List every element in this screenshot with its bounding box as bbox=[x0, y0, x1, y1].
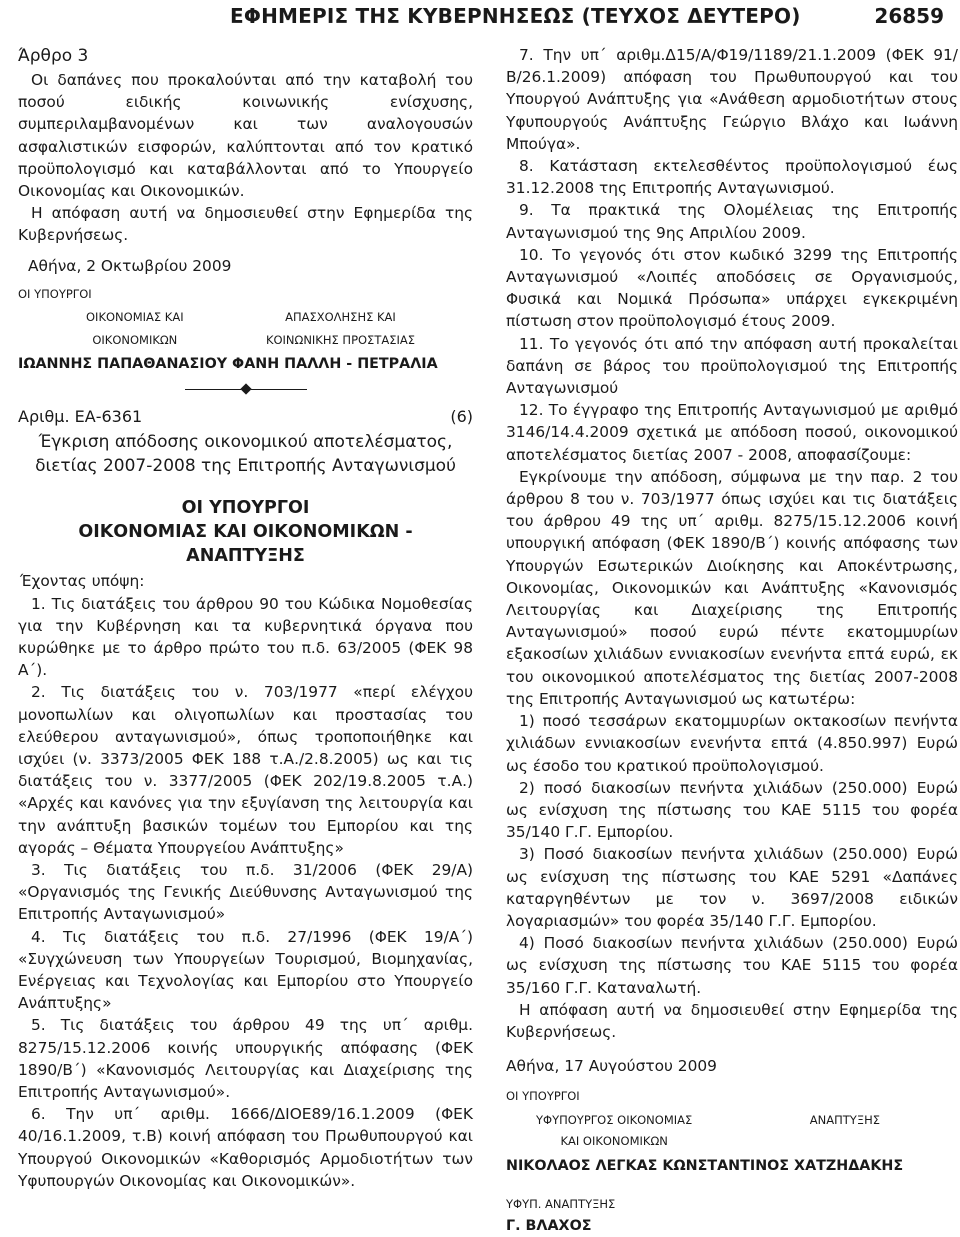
section-divider bbox=[18, 375, 473, 403]
right-item-12: 12. Το έγγραφο της Επιτροπής Ανταγωνισμού με αριθμό 3146/14.4.2009 σχετικά με απόδοση ποσού, οικονομικού αποτελέσματος διετίας 2007 - 2008, αποφασίζουμε: bbox=[506, 401, 958, 464]
right-item-8: 8. Κατάσταση εκτελεσθέντος προϋπολογισμού έως 31.12.2008 της Επιτροπής Ανταγωνισμού. bbox=[506, 157, 958, 198]
left-column bbox=[18, 44, 473, 1192]
left-item-1: 1. Τις διατάξεις του άρθρου 90 του Κώδικα Νομοθεσίας για την Κυβέρνηση και τα κυβερνητικά όργανα που κυρώθηκε με το άρθρο πρώτο του π.δ. 63/2005 (ΦΕΚ 98 Α΄). bbox=[18, 594, 473, 680]
left-item-4: 4. Τις διατάξεις του π.δ. 27/1996 (ΦΕΚ 19/Α΄) «Συγχώνευση των Υπουργείων Τουρισμού, Βιομηχανίας, Ενέργειας και Τεχνολογίας και Εμπορίου στο Υπουργείο Ανάπτυξης» bbox=[18, 927, 473, 1013]
ministers-roles bbox=[18, 306, 473, 351]
minister-role-1: ΟΙΚΟΝΟΜΙΑΣ ΚΑΙ ΟΙΚΟΝΟΜΙΚΩΝ bbox=[86, 310, 184, 347]
article-title: Άρθρο 3 bbox=[18, 46, 89, 66]
right-role-3: ΥΦΥΠ. ΑΝΑΠΤΥΞΗΣ bbox=[506, 1196, 616, 1211]
right-item-11: 11. Το γεγονός ότι από την απόφαση αυτή προκαλείται δαπάνη σε βάρος του προϋπολογισμού της Επιτροπής Ανταγωνισμού bbox=[506, 334, 958, 398]
decision-title: Έγκριση απόδοσης οικονομικού αποτελέσματος, διετίας 2007-2008 της Επιτροπής Ανταγωνισμού bbox=[35, 432, 456, 477]
ministers-signatures: ΙΩΑΝΝΗΣ ΠΑΠΑΘΑΝΑΣΙΟΥ ΦΑΝΗ ΠΑΛΛΗ - ΠΕΤΡΑΛΙΑ bbox=[18, 356, 438, 373]
left-item-2: 2. Τις διατάξεις του ν. 703/1977 «περί ελέγχου μονοπωλίων και ολιγοπωλίων και προστασίας του ελεύθερου ανταγωνισμού», όπως τροποποιήθηκε και ισχύει (ν. 3373/2005 ΦΕΚ 188 τ.Α./2.8.2005) ως και τις διατάξεις του ν. 3377/2005 (ΦΕΚ 202/19.8.2005 τ.Α.) «Αρχές και κανόνες για την εξυγίανση της λειτουργία και την ανάπτυξη βασικών τομέων του Εμπορίου και της αγοράς – Θέματα Υπουργείου Ανάπτυξης» bbox=[18, 683, 473, 857]
right-publication-note: Η απόφαση αυτή να δημοσιευθεί στην Εφημερίδα της Κυβερνήσεως. bbox=[506, 1000, 958, 1041]
right-ministers-signatures: ΝΙΚΟΛΑΟΣ ΛΕΓΚΑΣ ΚΩΝΣΤΑΝΤΙΝΟΣ ΧΑΤΖΗΔΑΚΗΣ bbox=[506, 1157, 904, 1174]
right-role-1: ΥΦΥΠΟΥΡΓΟΣ ΟΙΚΟΝΟΜΙΑΣ ΚΑΙ ΟΙΚΟΝΟΜΙΚΩΝ bbox=[536, 1112, 693, 1148]
right-item-10: 10. Το γεγονός ότι στον κωδικό 3299 της Επιτροπής Ανταγωνισμού «Λοιπές αποδόσεις σε Οργανισμούς, Φυσικά και Νομικά Πρόσωπα» υπάρχει εγκεκριμένη πίστωση στον προϋπολογισμό έτους 2009. bbox=[506, 245, 958, 331]
having-regard: Έχοντας υπόψη: bbox=[20, 572, 145, 591]
decision-heading-2: ΟΙΚΟΝΟΜΙΑΣ ΚΑΙ ΟΙΚΟΝΟΜΙΚΩΝ - bbox=[78, 522, 413, 543]
approval-text: Εγκρίνουμε την απόδοση, σύμφωνα με την παρ. 2 του άρθρου 8 του ν. 703/1977 όπως ισχύει και τις διατάξεις του άρθρου 49 της υπ΄ αριθμ. 8275/15.12.2006 κοινή υπουργική απόφαση (ΦΕΚ 1890/Β΄) κοινής απόφασης των Υπουργών Εσωτερικών Διοίκησης και Αποκέντρωσης, Οικονομίας, Οικονομικών και Ανάπτυξης «Κανονισμός Λειτουργίας και Διαχείρισης της Επιτροπής Ανταγωνισμού» ποσού ευρώ πέντε εκατομμυρίων εξακοσίων χιλιάδων εννιακοσίων ενενήντα επτά ευρώ, εκ του οικονομικού αποτελέσματος της διετίας 2007-2008 της Επιτροπής Ανταγωνισμού ως κατωτέρω: bbox=[506, 467, 958, 708]
left-item-5: 5. Τις διατάξεις του άρθρου 49 της υπ΄ αριθμ. 8275/15.12.2006 κοινής υπουργικής απόφασης (ΦΕΚ 1890/Β΄) «Κανονισμός Λειτουργίας και Διαχείρισης της Επιτροπής Ανταγωνισμού». bbox=[18, 1016, 473, 1101]
right-ministers-roles bbox=[506, 1110, 958, 1152]
right-ministers-heading: ΟΙ ΥΠΟΥΡΓΟΙ bbox=[506, 1089, 580, 1104]
amount-3: 3) Ποσό διακοσίων πενήντα χιλιάδων (250.000) Ευρώ ως ενίσχυση της πίστωσης του ΚΑΕ 5291 «Δαπάνες καταργηθέντων με τον ν. 3697/2008 ειδικών λογαριασμών» του φορέα 35/140 Γ.Γ. Εμπορίου. bbox=[506, 845, 958, 930]
right-role-2: ΑΝΑΠΤΥΞΗΣ bbox=[809, 1112, 880, 1127]
right-item-7: 7. Την υπ΄ αριθμ.Δ15/Α/Φ19/1189/21.1.2009 (ΦΕΚ 91/Β/26.1.2009) απόφαση του Πρωθυπουργού και του Υπουργού Ανάπτυξης για «Ανάθεση αρμοδιοτήτων στους Υφυπουργούς Ανάπτυξης Γεώργιο Βλάχο και Ιωάννη Μπούγα». bbox=[506, 46, 958, 153]
right-column bbox=[506, 44, 958, 1237]
page-header bbox=[0, 4, 960, 32]
right-item-9: 9. Τα πρακτικά της Ολομέλειας της Επιτροπής Ανταγωνισμού της 9ης Απριλίου 2009. bbox=[506, 201, 958, 242]
amount-2: 2) ποσό διακοσίων πενήντα χιλιάδων (250.000) Ευρώ ως ενίσχυση της πίστωσης του ΚΑΕ 5115 του φορέα 35/140 Γ.Γ. Εμπορίου. bbox=[506, 778, 958, 842]
diamond-ornament-icon bbox=[240, 384, 251, 395]
signing-date: Αθήνα, 2 Οκτωβρίου 2009 bbox=[28, 256, 232, 275]
decision-number: Αριθμ. ΕΑ-6361 bbox=[18, 407, 143, 427]
page-number: 26859 bbox=[874, 4, 944, 28]
decision-number-row bbox=[18, 405, 473, 429]
amount-1: 1) ποσό τεσσάρων εκατομμυρίων οκτακοσίων πενήντα χιλιάδων εννιακοσίων ενενήντα επτά (4.850.997) Ευρώ ως έσοδο του κρατικού προϋπολογισμού. bbox=[506, 712, 958, 775]
publication-note: Η απόφαση αυτή να δημοσιευθεί στην Εφημερίδα της Κυβερνήσεως. bbox=[18, 204, 473, 245]
gazette-title: ΕΦΗΜΕΡΙΣ ΤΗΣ ΚΥΒΕΡΝΗΣΕΩΣ (ΤΕΥΧΟΣ ΔΕΥΤΕΡΟ) bbox=[230, 4, 801, 28]
article-text: Οι δαπάνες που προκαλούνται από την καταβολή του ποσού ειδικής κοινωνικής ενίσχυσης, συμπεριλαμβανομένων και των αναλογουσών ασφαλιστικών εισφορών, καλύπτονται από τον κρατικό προϋπολογισμό και καταβάλλονται από το Υπουργείο Οικονομίας και Οικονομικών. bbox=[18, 71, 473, 201]
left-item-3: 3. Τις διατάξεις του π.δ. 31/2006 (ΦΕΚ 29/Α) «Οργανισμός της Γενικής Διεύθυνσης Ανταγωνισμού της Επιτροπής Ανταγωνισμού» bbox=[18, 860, 473, 924]
ministers-heading: ΟΙ ΥΠΟΥΡΓΟΙ bbox=[18, 286, 92, 301]
decision-index: (6) bbox=[450, 407, 473, 427]
decision-heading-3: ΑΝΑΠΤΥΞΗΣ bbox=[186, 546, 305, 567]
minister-role-2: ΑΠΑΣΧΟΛΗΣΗΣ ΚΑΙ ΚΟΙΝΩΝΙΚΗΣ ΠΡΟΣΤΑΣΙΑΣ bbox=[265, 310, 415, 347]
right-signature-3: Γ. ΒΛΑΧΟΣ bbox=[506, 1218, 592, 1235]
left-item-6: 6. Την υπ΄ αριθμ. 1666/ΔΙΟΕ89/16.1.2009 (ΦΕΚ 40/16.1.2009, τ.Β) κοινή απόφαση του Πρωθυπουργού και Υπουργού Οικονομικών «Καθορισμός Αρμοδιοτήτων των Υφυπουργών Οικονομίας και Οικονομικών». bbox=[18, 1105, 473, 1190]
decision-heading-1: ΟΙ ΥΠΟΥΡΓΟΙ bbox=[181, 498, 310, 519]
right-signing-date: Αθήνα, 17 Αυγούστου 2009 bbox=[506, 1057, 717, 1076]
amount-4: 4) Ποσό διακοσίων πενήντα χιλιάδων (250.000) Ευρώ ως ενίσχυση της πίστωσης του ΚΑΕ 5115 του φορέα 35/160 Γ.Γ. Καταναλωτή. bbox=[506, 934, 958, 997]
